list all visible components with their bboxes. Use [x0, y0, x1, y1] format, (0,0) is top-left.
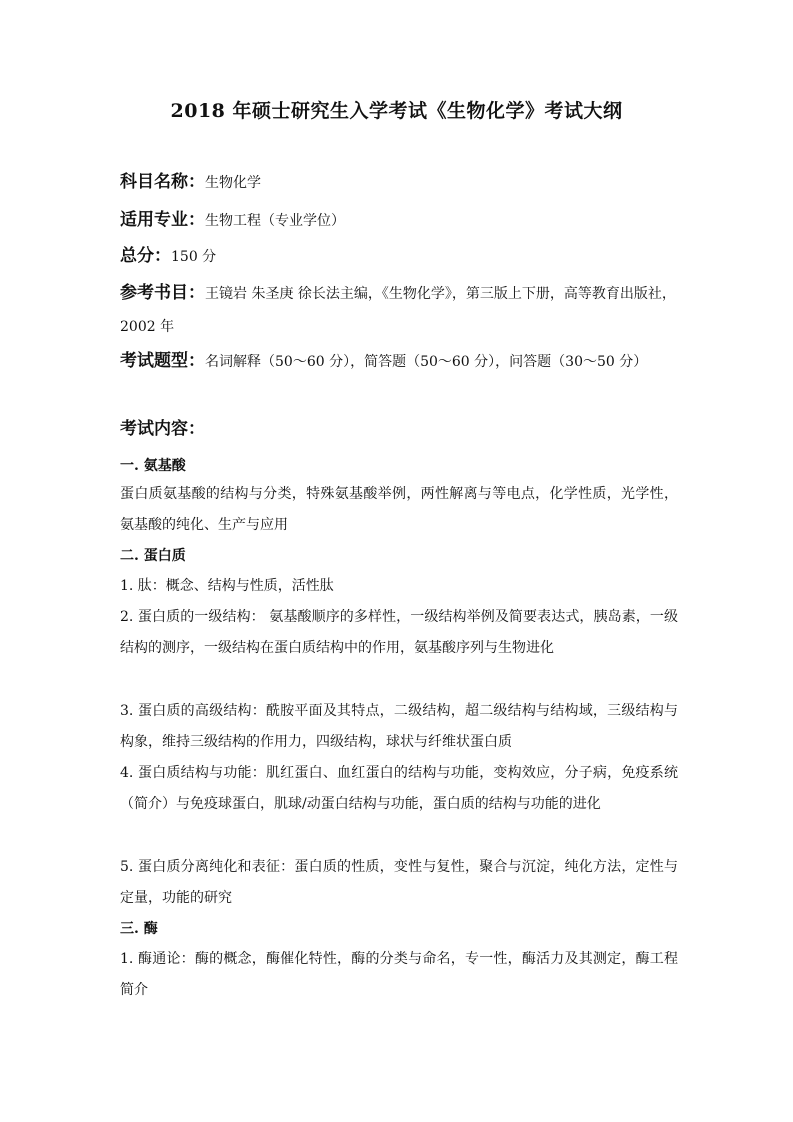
subject-value: 生物化学 [205, 175, 261, 191]
list-item: 4. 蛋白质结构与功能：肌红蛋白、血红蛋白的结构与功能，变构效应，分子病，免疫系统（简介）与免疫球蛋白，肌球/动蛋白结构与功能，蛋白质的结构与功能的进化 [120, 765, 678, 812]
meta-reference [120, 277, 680, 343]
chapter-paragraph: 蛋白质氨基酸的结构与分类，特殊氨基酸举例，两性解离与等电点，化学性质，光学性，氨基酸的纯化、生产与应用 [120, 486, 678, 533]
chapter-title: 三. 酶 [120, 921, 158, 937]
reference-label: 参考书目： [120, 283, 205, 303]
major-value: 生物工程（专业学位） [205, 213, 345, 229]
reference-value: 王镜岩 朱圣庚 徐长法主编，《生物化学》，第三版上下册，高等教育出版社，2002 年 [120, 286, 676, 335]
subject-label: 科目名称： [120, 172, 205, 192]
score-label: 总分： [120, 246, 171, 266]
meta-score [120, 240, 680, 273]
question-types-value: 名词解释（50～60 分），简答题（50～60 分），问答题（30～50 分） [205, 354, 648, 370]
score-value: 150 分 [171, 249, 217, 265]
chapter-title: 二. 蛋白质 [120, 548, 186, 564]
list-item: 5. 蛋白质分离纯化和表征：蛋白质的性质，变性与复性，聚合与沉淀，纯化方法，定性与定量，功能的研究 [120, 859, 678, 906]
page-title: 2018 年硕士研究生入学考试《生物化学》考试大纲 [170, 100, 623, 122]
list-item: 1. 酶通论：酶的概念，酶催化特性，酶的分类与命名，专一性，酶活力及其测定，酶工程简介 [120, 951, 678, 998]
list-item: 1. 肽：概念、结构与性质，活性肽 [120, 578, 334, 594]
major-label: 适用专业： [120, 210, 205, 230]
chapter-title: 一. 氨基酸 [120, 458, 186, 474]
list-item: 3. 蛋白质的高级结构：酰胺平面及其特点，二级结构，超二级结构与结构域，三级结构与构象，维持三级结构的作用力，四级结构，球状与纤维状蛋白质 [120, 703, 678, 750]
meta-major [120, 204, 680, 237]
question-types-label: 考试题型： [120, 351, 205, 371]
meta-subject [120, 166, 680, 199]
meta-question-types [120, 345, 680, 378]
list-item: 2. 蛋白质的一级结构： 氨基酸顺序的多样性，一级结构举例及简要表达式，胰岛素，一级结构的测序，一级结构在蛋白质结构中的作用，氨基酸序列与生物进化 [120, 609, 678, 656]
content-heading: 考试内容： [120, 419, 205, 439]
